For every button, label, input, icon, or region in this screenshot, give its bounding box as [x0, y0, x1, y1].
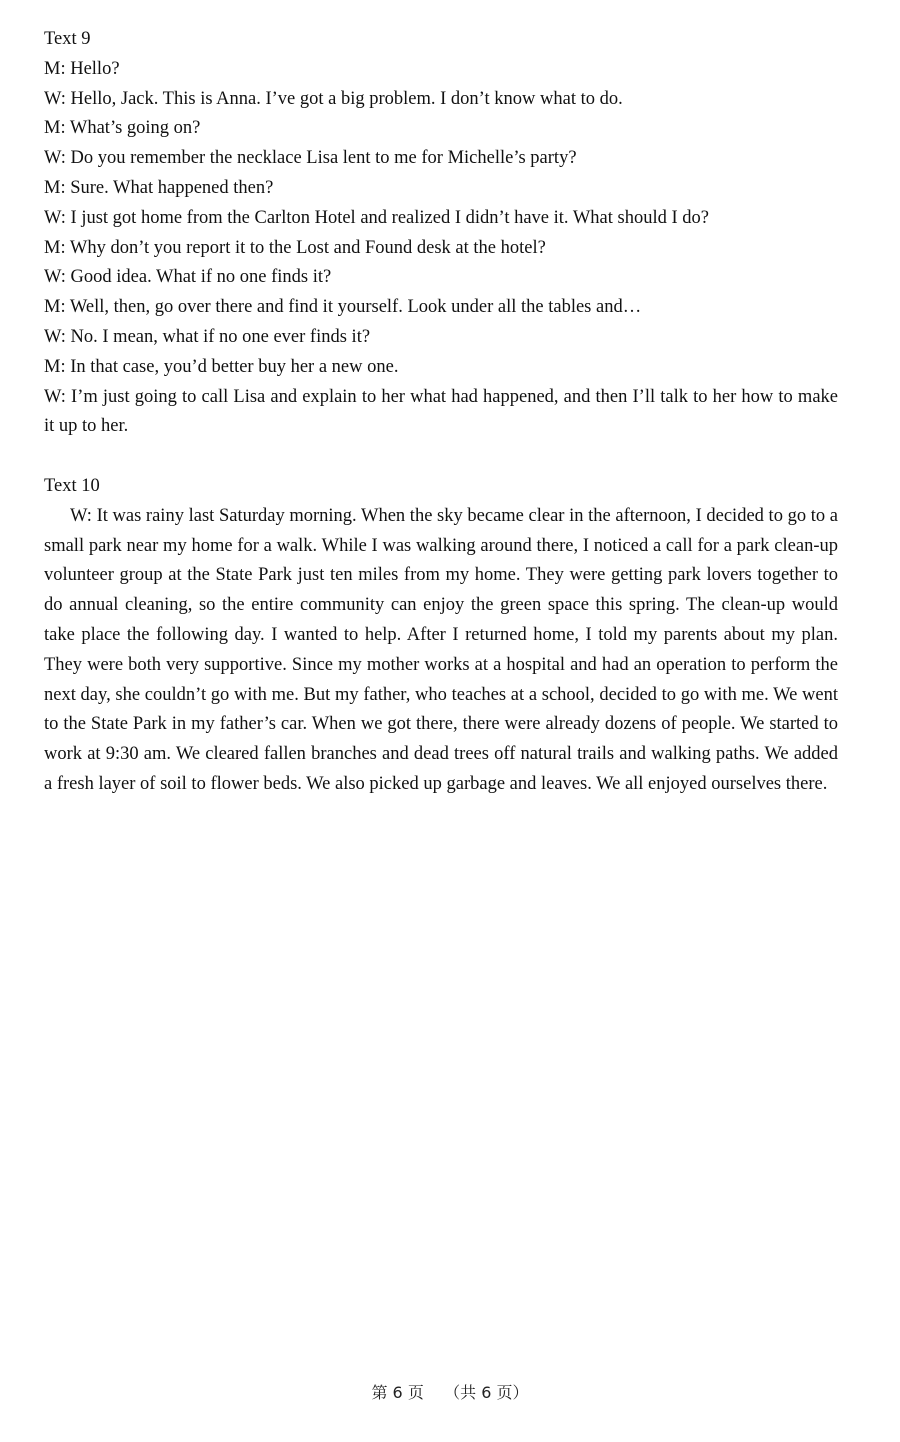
dialogue-line: M: In that case, you’d better buy her a new one.	[44, 356, 399, 377]
footer-gap	[424, 1383, 444, 1402]
dialogue-line: M: What’s going on?	[44, 118, 201, 139]
dialogue-line: W: Good idea. What if no one finds it?	[44, 267, 332, 288]
text10-paragraph: W: It was rainy last Saturday morning. When the sky became clear in the afternoon, I decided to go to a small park near my home for a walk. While I was walking around there, I noticed a call for a park clean-up volunteer group at the State Park just ten miles from my home. They were getting park lovers together to do annual cleaning, so the entire community can enjoy the green space this spring. The clean-up would take place the following day. I wanted to help. After I returned home, I told my parents about my plan. They were both very supportive. Since my mother works at a hospital and had an operation to perform the next day, she couldn’t go with me. But my father, who teaches at a school, decided to go with me. We went to the State Park in my father’s car. When we got there, there were already dozens of people. We started to work at 9:30 am. We cleared fallen branches and dead trees off natural trails and walking paths. We added a fresh layer of soil to flower beds. We also picked up garbage and leaves. We all enjoyed ourselves there.	[44, 505, 838, 794]
dialogue-line: M: Well, then, go over there and find it yourself. Look under all the tables and…	[44, 297, 642, 318]
page-footer	[0, 1380, 900, 1403]
document-page	[44, 25, 838, 800]
dialogue-line: W: I just got home from the Carlton Hotel and realized I didn’t have it. What should I do?	[44, 207, 709, 228]
dialogue-line: W: Hello, Jack. This is Anna. I’ve got a big problem. I don’t know what to do.	[44, 88, 623, 109]
dialogue-line: W: I’m just going to call Lisa and explain to her what had happened, and then I’ll talk to her how to make it up to her.	[44, 386, 838, 437]
dialogue-line: M: Hello?	[44, 58, 120, 79]
text10-title: Text 10	[44, 475, 100, 496]
text9-title: Text 9	[44, 29, 91, 49]
page-number: 第 6 页	[371, 1383, 424, 1402]
dialogue-line: M: Why don’t you report it to the Lost and Found desk at the hotel?	[44, 237, 546, 258]
dialogue-line: W: Do you remember the necklace Lisa lent to me for Michelle’s party?	[44, 148, 577, 169]
dialogue-line: M: Sure. What happened then?	[44, 177, 274, 198]
page-total: （共 6 页）	[444, 1383, 529, 1402]
section-spacer	[44, 442, 838, 472]
dialogue-line: W: No. I mean, what if no one ever finds it?	[44, 326, 371, 347]
